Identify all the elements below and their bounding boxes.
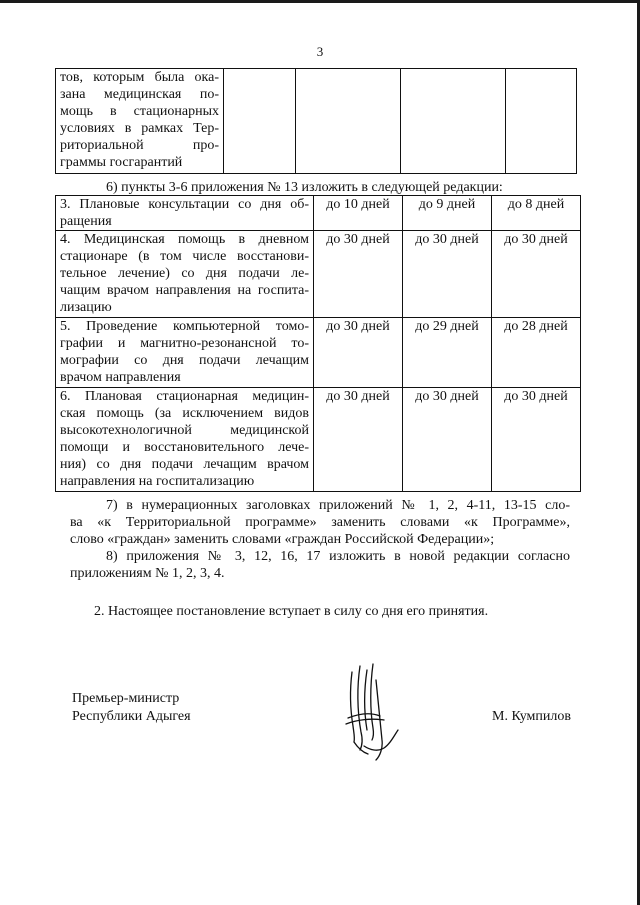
page-number: 3 xyxy=(316,44,324,59)
table-row xyxy=(56,231,581,318)
desc-line: тельное лечение) со дня подачи ле- xyxy=(60,266,309,281)
item-8-line: 8) приложения № 3, 12, 16, 17 изложить в новой редакции согласно xyxy=(106,549,570,564)
signatory-position-line: Премьер-министр xyxy=(72,691,180,706)
desc-line: графии и магнитно-резонансной то- xyxy=(60,336,309,351)
table-cell xyxy=(401,69,506,174)
table-cell: до 29 дней xyxy=(403,318,492,388)
table-continuation xyxy=(55,68,577,174)
desc-line: 5. Проведение компьютерной томо- xyxy=(60,319,309,334)
desc-line: зана медицинская по- xyxy=(60,87,219,102)
table-row xyxy=(56,388,581,492)
desc-line: ращения xyxy=(60,214,112,229)
desc-line: направления на госпитализацию xyxy=(60,474,255,489)
signatory-position xyxy=(72,690,191,726)
clause-2: 2. Настоящее постановление вступает в силу со дня его принятия. xyxy=(94,604,489,619)
table-cell: до 30 дней xyxy=(403,231,492,318)
desc-line: чащим врачом направления на госпита- xyxy=(60,283,309,298)
table-cell: до 30 дней xyxy=(492,231,581,318)
item-7-line: слово «граждан» заменить словами «граждан Российской Федерации»; xyxy=(70,532,495,547)
row-description xyxy=(56,388,314,492)
desc-line: риториальной про- xyxy=(60,138,219,153)
table-cell: до 10 дней xyxy=(314,196,403,231)
row-description xyxy=(56,196,314,231)
table-row xyxy=(56,196,581,231)
desc-line: помощи и восстановительного лече- xyxy=(60,440,309,455)
handwritten-signature xyxy=(340,660,410,770)
table-cell: до 30 дней xyxy=(314,318,403,388)
item-8-line: приложениям № 1, 2, 3, 4. xyxy=(70,566,225,581)
desc-line: мощь в стационарных xyxy=(60,104,219,119)
table-cell xyxy=(296,69,401,174)
table-cell: до 28 дней xyxy=(492,318,581,388)
desc-line: высокотехнологичной медицинской xyxy=(60,423,309,438)
table-cell: до 30 дней xyxy=(403,388,492,492)
desc-line: тов, которым была ока- xyxy=(60,70,219,85)
desc-line: ская помощь (за исключением видов xyxy=(60,406,309,421)
row-description xyxy=(56,318,314,388)
desc-line: врачом направления xyxy=(60,370,181,385)
signatory-position-line: Республики Адыгея xyxy=(72,709,191,724)
desc-line: мографии со дня подачи лечащим xyxy=(60,353,309,368)
row-description xyxy=(56,69,224,174)
item-7 xyxy=(70,497,570,548)
table-waiting-times xyxy=(55,195,581,492)
desc-line: 4. Медицинская помощь в дневном xyxy=(60,232,309,247)
desc-line: лизацию xyxy=(60,300,112,315)
table-cell: до 30 дней xyxy=(314,388,403,492)
desc-line: граммы госгарантий xyxy=(60,155,183,170)
table-cell: до 30 дней xyxy=(314,231,403,318)
row-description xyxy=(56,231,314,318)
signatory-name: М. Кумпилов xyxy=(492,709,571,724)
item-8 xyxy=(70,548,570,582)
table-cell xyxy=(224,69,296,174)
desc-line: 6. Плановая стационарная медицин- xyxy=(60,389,309,404)
table-cell: до 30 дней xyxy=(492,388,581,492)
desc-line: стационаре (в том числе восстанови- xyxy=(60,249,309,264)
table-cell xyxy=(506,69,577,174)
item-7-line: ва «к Территориальной программе» заменить словами «к Программе», xyxy=(70,515,570,530)
desc-line: условиях в рамках Тер- xyxy=(60,121,219,136)
table-cell: до 8 дней xyxy=(492,196,581,231)
table-cell: до 9 дней xyxy=(403,196,492,231)
item-7-line: 7) в нумерационных заголовках приложений № 1, 2, 4-11, 13-15 сло- xyxy=(106,498,570,513)
desc-line: 3. Плановые консультации со дня об- xyxy=(60,197,309,212)
table-row xyxy=(56,318,581,388)
item-6-intro: 6) пункты 3-6 приложения № 13 изложить в следующей редакции: xyxy=(106,180,503,195)
table-row xyxy=(56,69,577,174)
scan-edge-top xyxy=(0,0,640,3)
desc-line: ния) со дня подачи лечащим врачом xyxy=(60,457,309,472)
